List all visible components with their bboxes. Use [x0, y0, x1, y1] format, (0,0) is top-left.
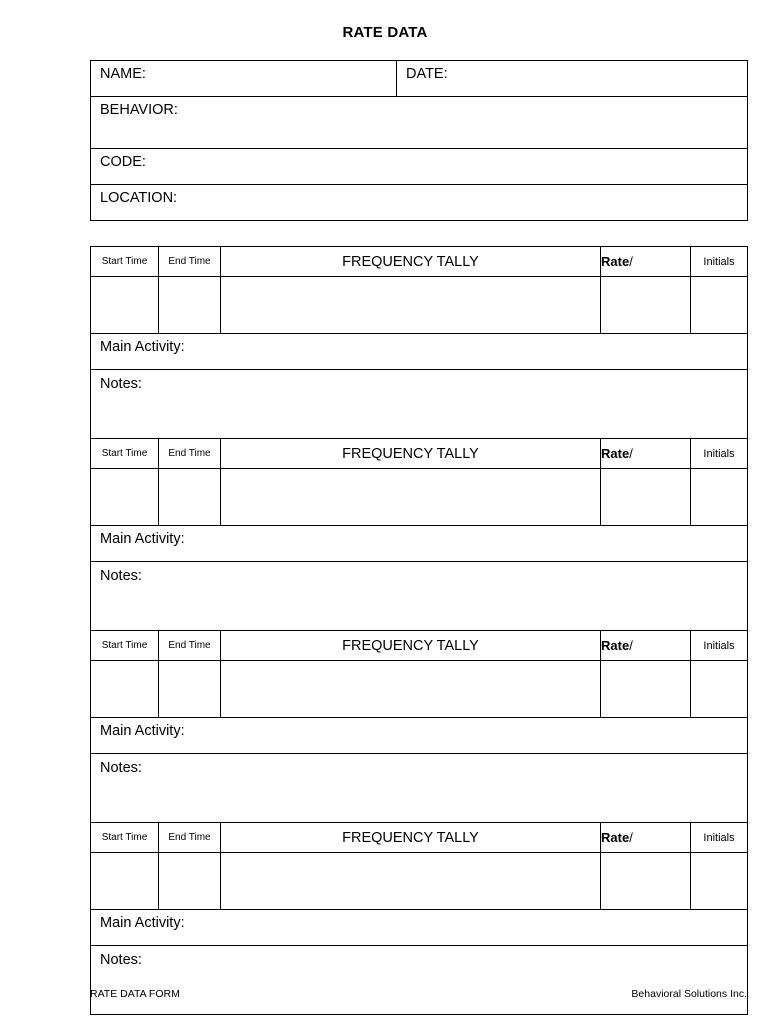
main-activity-row: [91, 334, 748, 370]
main-activity-field-3[interactable]: Main Activity:: [91, 718, 748, 754]
main-activity-row: [91, 526, 748, 562]
rate-label-1: Rate: [601, 254, 630, 269]
date-field[interactable]: DATE:: [397, 61, 748, 97]
main-activity-field-1[interactable]: Main Activity:: [91, 334, 748, 370]
main-activity-row: [91, 910, 748, 946]
interval-entry-row: [91, 469, 748, 526]
interval-entry-row: [91, 277, 748, 334]
rate-label-4: Rate: [601, 830, 630, 845]
end-time-header-3: End Time: [159, 631, 221, 661]
rate-input-2[interactable]: [601, 469, 691, 526]
end-time-input-3[interactable]: [159, 661, 221, 718]
main-activity-field-2[interactable]: Main Activity:: [91, 526, 748, 562]
code-field[interactable]: CODE:: [91, 149, 748, 185]
initials-input-4[interactable]: [691, 853, 748, 910]
notes-row: [91, 370, 748, 439]
identity-row-code: [91, 149, 748, 185]
interval-table: [90, 246, 748, 1015]
behavior-field[interactable]: BEHAVIOR:: [91, 97, 748, 149]
end-time-header-2: End Time: [159, 439, 221, 469]
initials-header-3: Initials: [691, 631, 748, 661]
frequency-tally-header-1: FREQUENCY TALLY: [221, 247, 601, 277]
rate-slash-3: /: [629, 638, 633, 653]
start-time-header-1: Start Time: [91, 247, 159, 277]
notes-row: [91, 754, 748, 823]
start-time-input-3[interactable]: [91, 661, 159, 718]
identity-row-behavior: [91, 97, 748, 149]
rate-slash-1: /: [629, 254, 633, 269]
name-field[interactable]: NAME:: [91, 61, 397, 97]
location-field[interactable]: LOCATION:: [91, 185, 748, 221]
rate-header-2: [601, 439, 691, 469]
interval-header-row: [91, 823, 748, 853]
identity-row-location: [91, 185, 748, 221]
initials-header-1: Initials: [691, 247, 748, 277]
end-time-input-2[interactable]: [159, 469, 221, 526]
initials-header-4: Initials: [691, 823, 748, 853]
initials-header-2: Initials: [691, 439, 748, 469]
page-footer: [90, 988, 747, 1000]
identity-table: [90, 60, 748, 221]
rate-input-4[interactable]: [601, 853, 691, 910]
interval-entry-row: [91, 853, 748, 910]
start-time-input-1[interactable]: [91, 277, 159, 334]
frequency-tally-header-2: FREQUENCY TALLY: [221, 439, 601, 469]
start-time-header-2: Start Time: [91, 439, 159, 469]
notes-field-1[interactable]: Notes:: [91, 370, 748, 439]
rate-slash-4: /: [629, 830, 633, 845]
frequency-tally-input-2[interactable]: [221, 469, 601, 526]
end-time-input-4[interactable]: [159, 853, 221, 910]
notes-field-3[interactable]: Notes:: [91, 754, 748, 823]
initials-input-2[interactable]: [691, 469, 748, 526]
initials-input-1[interactable]: [691, 277, 748, 334]
interval-entry-row: [91, 661, 748, 718]
identity-row-name-date: [91, 61, 748, 97]
footer-form-name: RATE DATA FORM: [90, 988, 180, 1000]
frequency-tally-input-4[interactable]: [221, 853, 601, 910]
page-title: RATE DATA: [342, 24, 428, 41]
rate-header-1: [601, 247, 691, 277]
start-time-header-4: Start Time: [91, 823, 159, 853]
frequency-tally-input-3[interactable]: [221, 661, 601, 718]
notes-field-4[interactable]: Notes:: [91, 946, 748, 1015]
notes-row: [91, 562, 748, 631]
initials-input-3[interactable]: [691, 661, 748, 718]
rate-header-4: [601, 823, 691, 853]
rate-header-3: [601, 631, 691, 661]
rate-slash-2: /: [629, 446, 633, 461]
rate-input-1[interactable]: [601, 277, 691, 334]
frequency-tally-input-1[interactable]: [221, 277, 601, 334]
notes-row: [91, 946, 748, 1015]
end-time-header-1: End Time: [159, 247, 221, 277]
frequency-tally-header-3: FREQUENCY TALLY: [221, 631, 601, 661]
start-time-input-2[interactable]: [91, 469, 159, 526]
footer-company: Behavioral Solutions Inc.: [631, 988, 747, 1000]
interval-header-row: [91, 439, 748, 469]
end-time-input-1[interactable]: [159, 277, 221, 334]
rate-input-3[interactable]: [601, 661, 691, 718]
main-activity-row: [91, 718, 748, 754]
interval-header-row: [91, 247, 748, 277]
notes-field-2[interactable]: Notes:: [91, 562, 748, 631]
interval-table-body: [91, 247, 748, 1015]
start-time-input-4[interactable]: [91, 853, 159, 910]
end-time-header-4: End Time: [159, 823, 221, 853]
rate-label-3: Rate: [601, 638, 630, 653]
interval-header-row: [91, 631, 748, 661]
rate-label-2: Rate: [601, 446, 630, 461]
main-activity-field-4[interactable]: Main Activity:: [91, 910, 748, 946]
start-time-header-3: Start Time: [91, 631, 159, 661]
frequency-tally-header-4: FREQUENCY TALLY: [221, 823, 601, 853]
identity-table-body: [91, 61, 748, 221]
